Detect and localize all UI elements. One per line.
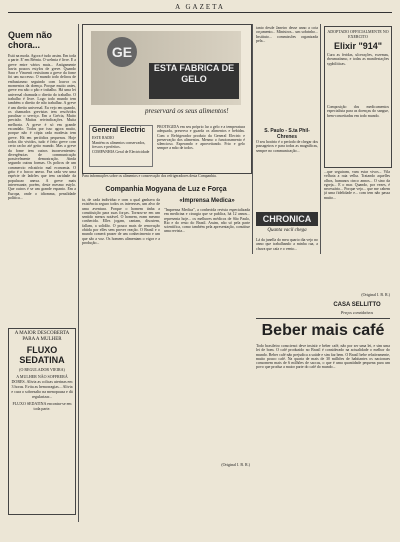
chronica-subtitle: Quanta vacil chega	[267, 228, 307, 233]
col3-intro: tanto desde Janeiro desse anno a cota orçamento... Ministros... um sobrinho... Instituto... commissões organizada pela...	[256, 26, 318, 43]
chronica-title: CHRONICA	[256, 212, 318, 226]
elixir-title: Elixir "914"	[333, 41, 383, 51]
elixir-body: Cura as feridas, ulcerações, eczemas, rheumatismo, e todas as manifestações syphiliticas.	[327, 53, 389, 66]
imprensa-medica-title: «Imprensa Medica»	[179, 198, 235, 204]
signature-col2: (Original I. B. R.)	[221, 462, 250, 467]
signature-col4: (Original I. B. R.)	[361, 292, 390, 297]
beber-cafe-body: Todo brasileiro conscienci deve insistir e beber café, não por ser uma lei, e sim uma lei de bom. O café produzido no Brasil é considerado na actualidade o melhor do mundo. Beber café não prejudica a saúde e sim faz bem. O Brasil bebe relativamente, muito pouco café. Na quarta de mais de 30 milhões de habitantes os nacionaes consomem mais de 6 milhões de saccas, o que é uma quantidade pequena para um povo que produz a maior parte do café do mundo...	[256, 344, 390, 370]
ad-description: PROTEGIDA em seu próprio lar a gelo e a temperatura adequada, preserva e guarda os alimentos e bebidas. Com o Refrigerador produto da General Electric e preservação dos alimentos. Mesmo o funcionamento é silencioso. Esperando e aproveitando. Frio e gelo sempre a mão de todos.	[157, 125, 245, 151]
column-divider	[252, 24, 253, 254]
side-logo: General Electric	[92, 127, 146, 134]
column-divider	[78, 24, 79, 522]
side-text: Mantém os alimentos conservados, frescos e perfeitos.	[92, 141, 146, 149]
elixir-head: ADOPTADO OFFICIALMENTE NO EXERCITO	[327, 29, 389, 39]
column-1	[8, 24, 76, 324]
elixir-footer: Composição dos medicamentos especialista para as doenças do sangue, bem-conceitadas em todo mundo.	[327, 105, 389, 118]
col3-section-body: O seu horário é o período de chegar dos passageiros e para todas as magníficas, sempre no communicação...	[256, 140, 318, 153]
ad-body: A MULHER NÃO SOFFRERÁ DORES. Alivia as colicas uterinas em 3 horas. Evita as hemorragias... Alivia e cura o sobresalto na menopausa e dá regularizar...	[11, 374, 73, 399]
elixir-ad	[324, 26, 392, 168]
ge-ad	[82, 24, 252, 174]
ad-image-caption: ESTA FABRICA DE GELO	[149, 63, 239, 99]
headline-beber-cafe: Beber mais café	[261, 322, 385, 339]
column-divider	[320, 24, 321, 254]
ad-title: A MAIOR DESCOBERTA PARA A MULHER	[14, 331, 70, 342]
mogyana-body: ta, de cada individuo e com a qual ganhava da existência seguro todos os interesses, um alvo de uma aventura. Porque o homem tinha a constituição para suas forças. Tornou-se em um sentido menos notável. O homem, eram mesmo conhecida. Elles jogam, cantam, discutem, fallam, a solidão. O pouco mais de renovação obtida por elles sem prover reação. O Brasil e o mundo comerá prazer de um conhecimento e um que são a voz. Os homens alimentam o vigor e a produção...	[82, 198, 160, 245]
ad-tagline: preservará os seus alimentos!	[145, 107, 229, 115]
col4-text: ...que seguiram, vam estar vivos... Vila velhota a raia velha. Tratando aquelles olhos, humanos cinco annos... O sino da egreja... E o mar. Quando, por vezes, é necessário... Porque vejo... que me cabem já uma fidelidade e... com tem não passa muito...	[324, 170, 390, 200]
ge-logo-icon: GE	[107, 37, 137, 67]
headline-quem-nao-chora: Quem não chora...	[8, 30, 53, 50]
ad-footer-note: Para informações sobre os alimentos e conservação dos refrigeradores desta Companhia.	[82, 174, 217, 178]
casa-sellitto-title: CASA SELLITTO	[333, 302, 381, 308]
masthead-rule	[8, 12, 392, 13]
fluxo-sedatina-ad	[8, 328, 76, 515]
casa-sellitto-sub: Preços convidativos	[340, 310, 374, 315]
refrigerator-image	[91, 31, 241, 105]
headline-companhia-mogyana: Companhia Mogyana de Luz e Força	[105, 186, 227, 193]
col3-section-title: S. Paulo - S.ta Phil-Chrenes	[264, 128, 310, 140]
article-body: Está na moda. Agora é tudo assim. Em toda a parte. E' em Bérnia. O welmia é livre. E a greve entre vários mais... Antigamente havia poucos estylos de greve. Quando Sara e Vincenti resistiram a greve da fome foi um successo. O mundo todo delirou de enthusiasmo seguindo com louvor os momentos da doença. Porque muito antes, greve era não o pão e trabalho. Há uma lei universal chamada o direito do trabalho. O trabalho é livre. Logo todo mundo tem também o direito de não trabalhar. A greve é um direito universal. Eu vejo em quando, os chamados grevistas tem resolvidos paralisar o serviço. Em a Grécia, Muito precisão. Muitas reivindicações. Muita melhoria. A greve é só em grande escandalo. Todos por isso agora muito, porque não é cópia rada modesta tem greve. Há em periódios pequenos. Hoje todos tão vividos, tudo é feito greve com certo racho até geito mundo. Mas a greve da fome tem outros inconvenientes: divergências de communicação possivelmente demostração. Ainda segundo outras formas. Os poliros de um commercio edcatório mal economia. O grito é o fracco anexo. Faz cada vez uma espécie de ladrões que tem caridade da populacao anexa. A greve mais interessante, porém, deste mesmo estylo. Que outros é se um grande espanto. Em a Europa, onde o idiomma, penalidade política...	[8, 54, 76, 200]
ad-subtitle: (O REGULADOR VIEIRA)	[19, 367, 65, 372]
ad-footer: FLUXO SEDATINA encontra-se em toda parte.	[12, 401, 72, 411]
chronica-body: Lá da janella do meu quarto dia vejo no anno que trabalhando a minha rua, a chuva que caía e o vento...	[256, 238, 318, 251]
bottom-rule	[256, 318, 390, 319]
imprensa-medica-body: "Imprensa Medica", a conhecida revista especializada em medicina e cirurgia que se publica, há 12 annos... representa hoje... os melhores médicos de São Paulo, Rio e do resto do Brasil. Assim, não só pela parte scientifica, como também pela apresentação, constitue uma revista...	[164, 208, 250, 234]
ad-brand: FLUXO SEDATINA	[19, 345, 65, 365]
side-label: ESTE RADIO	[92, 136, 115, 140]
side-footer: COMPANHIA Geral de Electricidade	[92, 150, 150, 154]
masthead: A GAZETA	[175, 3, 225, 11]
ad-side-box	[89, 125, 153, 167]
